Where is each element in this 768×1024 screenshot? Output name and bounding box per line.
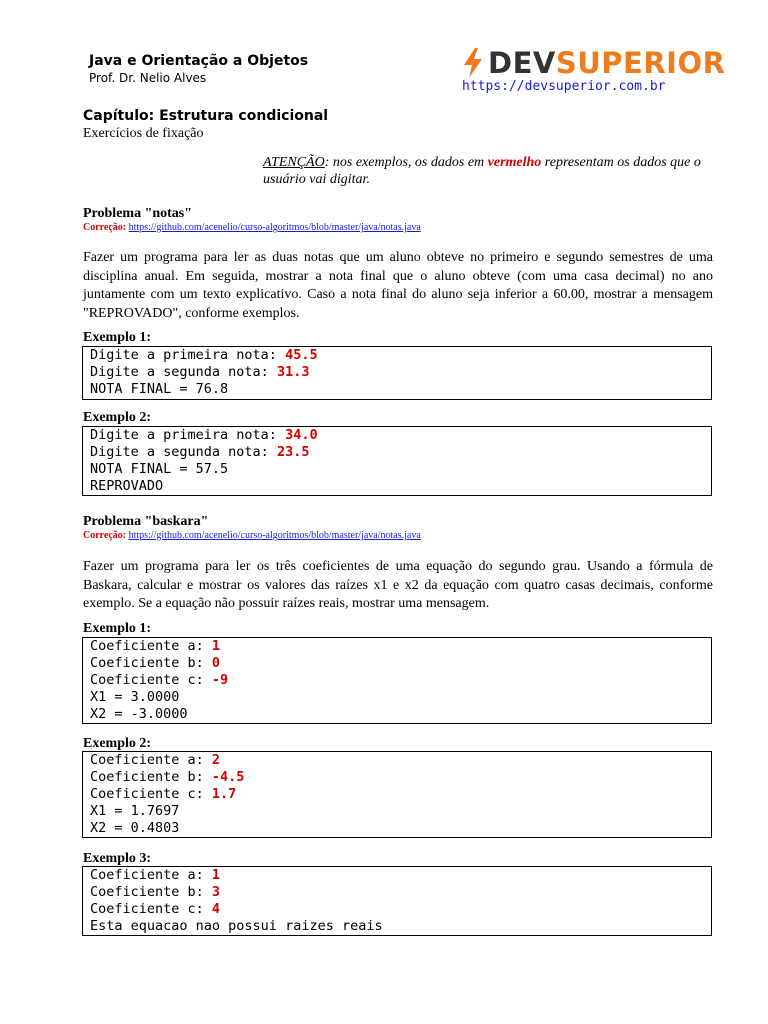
user-input: -9: [211, 672, 229, 688]
attention-text-2: representam os dados que o usuário vai digitar.: [263, 155, 701, 187]
logo-text-superior: SUPERIOR: [555, 46, 726, 80]
attention-red-word: vermelho: [487, 155, 542, 170]
example-label: Exemplo 2:: [83, 736, 152, 751]
console-line: X2 = 0.4803: [90, 820, 180, 836]
console-line: Coeficiente b: 3: [90, 884, 221, 900]
console-line: Digite a primeira nota: 45.5: [90, 347, 318, 363]
attention-note: [263, 154, 715, 188]
devsuperior-logo: [462, 46, 725, 80]
console-line: Digite a segunda nota: 31.3: [90, 364, 310, 380]
console-line: X2 = -3.0000: [90, 706, 188, 722]
example-console: [82, 751, 712, 838]
console-line: NOTA FINAL = 57.5: [90, 461, 229, 477]
logo-text-dev: DEV: [488, 46, 556, 80]
console-line: Coeficiente b: -4.5: [90, 769, 245, 785]
user-input: 4: [211, 901, 221, 917]
correction-line: [83, 222, 421, 233]
user-input: 0: [211, 655, 221, 671]
correction-link[interactable]: https://github.com/acenelio/curso-algoritmos/blob/master/java/notas.java: [128, 530, 421, 541]
user-input: 34.0: [285, 427, 318, 443]
user-input: 23.5: [276, 444, 310, 460]
user-input: 1.7: [211, 786, 237, 802]
user-input: 45.5: [285, 347, 318, 363]
chapter-title: Capítulo: Estrutura condicional: [83, 108, 329, 124]
console-line: Coeficiente b: 0: [90, 655, 221, 671]
console-line: Coeficiente c: -9: [90, 672, 229, 688]
example-label: Exemplo 3:: [83, 851, 152, 866]
example-console: [82, 637, 712, 724]
correction-label: Correção:: [83, 222, 127, 233]
correction-label: Correção:: [83, 530, 127, 541]
correction-link[interactable]: https://github.com/acenelio/curso-algoritmos/blob/master/java/notas.java: [128, 222, 421, 233]
example-console: [82, 346, 712, 400]
user-input: -4.5: [211, 769, 245, 785]
console-line: Coeficiente a: 1: [90, 638, 221, 654]
example-label: Exemplo 1:: [83, 621, 152, 636]
user-input: 31.3: [276, 364, 310, 380]
example-console: [82, 426, 712, 496]
example-label: Exemplo 1:: [83, 330, 152, 345]
correction-line: [83, 530, 421, 541]
problem-title: Problema "notas": [83, 206, 193, 221]
console-line: Esta equacao nao possui raizes reais: [90, 918, 383, 934]
website-link[interactable]: https://devsuperior.com.br: [462, 79, 666, 94]
problem-description: Fazer um programa para ler os três coeficientes de uma equação do segundo grau. Usando a fórmula de Baskara, calcular e mostrar os valores das raízes x1 e x2 da equação com quatro casas decimais, conforme exemplo. Se a equação não possuir raízes reais, mostrar uma mensagem.: [83, 559, 713, 611]
console-line: NOTA FINAL = 76.8: [90, 381, 229, 397]
console-line: Digite a primeira nota: 34.0: [90, 427, 318, 443]
problem-description: Fazer um programa para ler as duas notas que um aluno obteve no primeiro e segundo semestres de uma disciplina anual. Em seguida, mostrar a nota final que o aluno obteve (com uma casa decimal) no ano juntamente com um texto explicativo. Caso a nota final do aluno seja inferior a 60.00, mostrar a mensagem "REPROVADO", conforme exemplos.: [83, 250, 713, 321]
console-line: X1 = 1.7697: [90, 803, 180, 819]
user-input: 3: [211, 884, 221, 900]
professor-name: Prof. Dr. Nelio Alves: [89, 71, 207, 85]
console-line: Digite a segunda nota: 23.5: [90, 444, 310, 460]
example-label: Exemplo 2:: [83, 410, 152, 425]
console-line: Coeficiente a: 1: [90, 867, 221, 883]
lightning-bolt-icon: [462, 48, 484, 78]
console-line: Coeficiente a: 2: [90, 752, 221, 768]
user-input: 1: [211, 638, 221, 654]
problem-title: Problema "baskara": [83, 514, 209, 529]
example-console: [82, 866, 712, 936]
user-input: 2: [211, 752, 221, 768]
console-line: Coeficiente c: 1.7: [90, 786, 237, 802]
attention-label: ATENÇÃO: [263, 155, 325, 170]
console-line: REPROVADO: [90, 478, 164, 494]
console-line: X1 = 3.0000: [90, 689, 180, 705]
attention-text-1: : nos exemplos, os dados em: [324, 155, 488, 170]
chapter-subtitle: Exercícios de fixação: [83, 126, 204, 141]
course-title: Java e Orientação a Objetos: [89, 53, 309, 69]
console-line: Coeficiente c: 4: [90, 901, 221, 917]
user-input: 1: [211, 867, 221, 883]
